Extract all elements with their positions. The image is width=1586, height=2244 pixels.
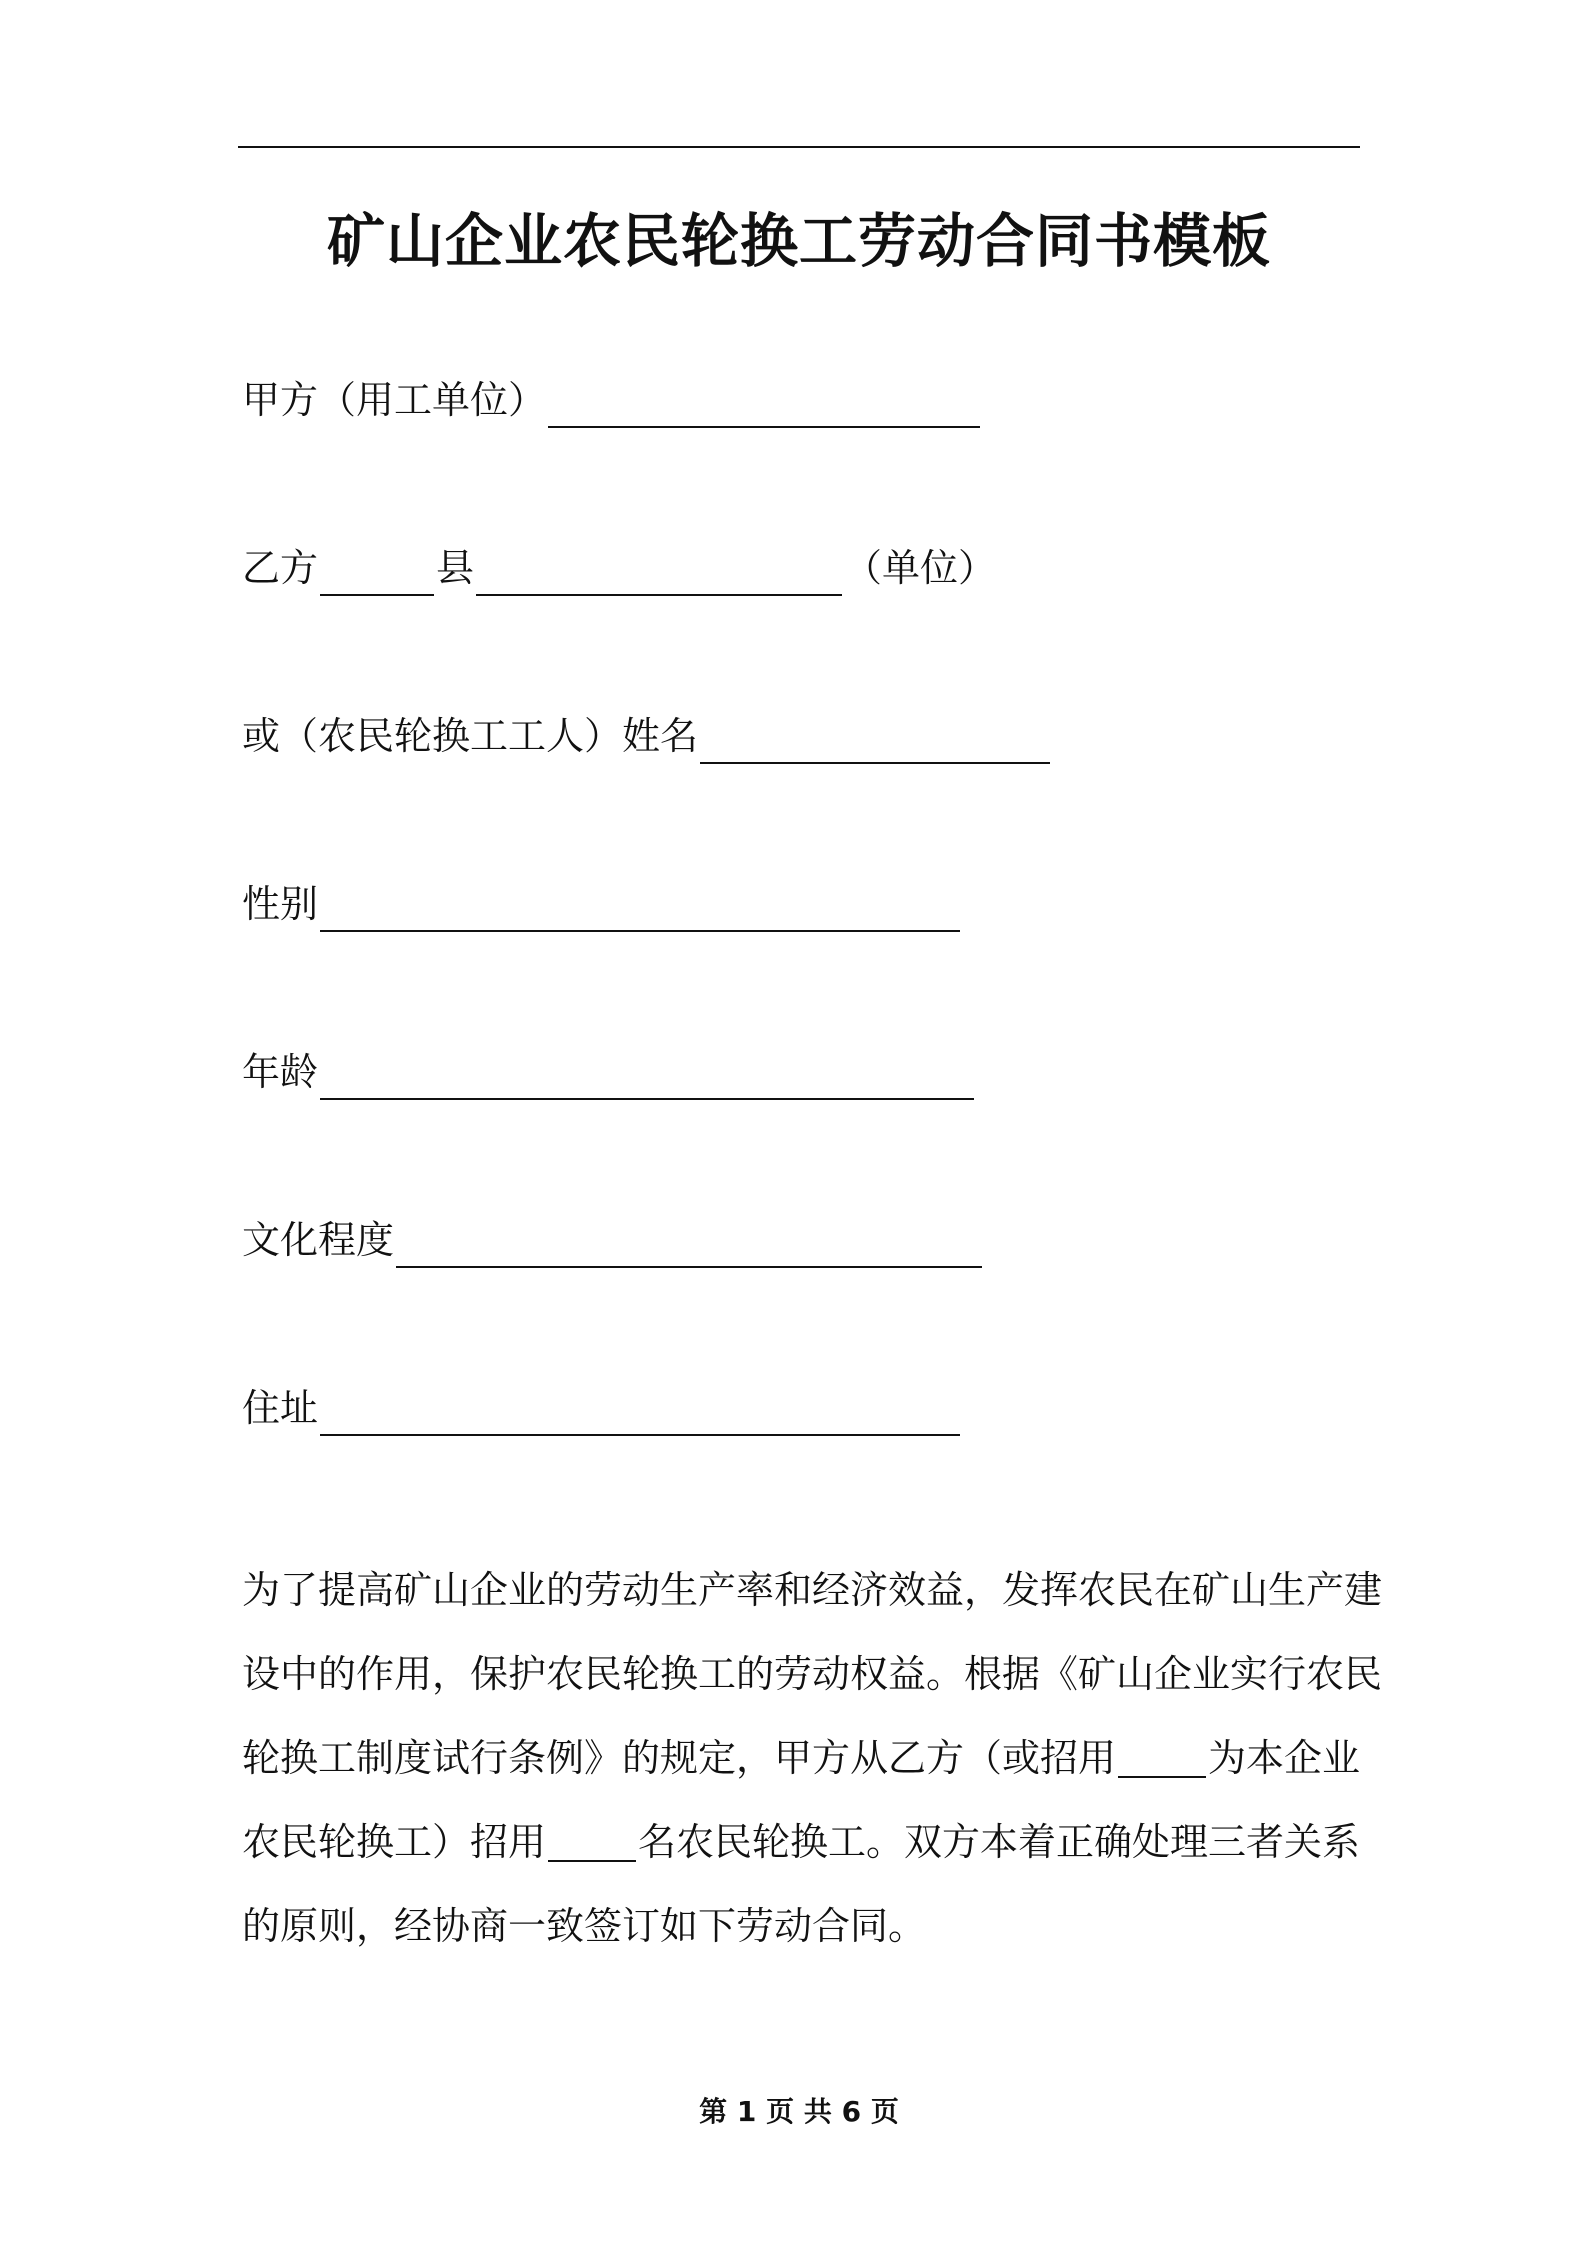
paragraph-text: 名农民轮换工。双方本着正确处理三者关系 xyxy=(637,1820,1360,1864)
paragraph-line xyxy=(242,1800,1360,1884)
paragraph-text: 农民轮换工）招用 xyxy=(242,1820,547,1864)
party-a-blank[interactable] xyxy=(548,384,980,428)
education-blank[interactable] xyxy=(396,1224,982,1268)
document-title: 矿山企业农民轮换工劳动合同书模板 xyxy=(326,207,1271,275)
preamble-paragraph xyxy=(242,1548,1383,1968)
paragraph-text: 为本企业 xyxy=(1207,1736,1360,1780)
education-label: 文化程度 xyxy=(242,1218,395,1262)
age-blank[interactable] xyxy=(320,1056,974,1100)
paragraph-text: 设中的作用，保护农民轮换工的劳动权益。根据《矿山企业实行农民 xyxy=(242,1652,1383,1696)
paragraph-text: 轮换工制度试行条例》的规定，甲方从乙方（或招用 xyxy=(242,1736,1117,1780)
age-label: 年龄 xyxy=(242,1050,319,1094)
party-b-label: 乙方 xyxy=(242,546,319,590)
address-field xyxy=(242,1380,962,1436)
party-a-label: 甲方（用工单位） xyxy=(242,378,547,422)
address-label: 住址 xyxy=(242,1386,319,1430)
address-blank[interactable] xyxy=(320,1392,960,1436)
party-b-field xyxy=(242,540,996,596)
paragraph-line xyxy=(242,1884,1360,1968)
paragraph-text: 的原则，经协商一致签订如下劳动合同。 xyxy=(242,1904,927,1948)
recruit-count-blank[interactable] xyxy=(548,1820,636,1862)
party-b-county-blank[interactable] xyxy=(320,552,434,596)
party-b-county-label: 县 xyxy=(436,546,475,590)
education-field xyxy=(242,1212,984,1268)
recruit-source-blank[interactable] xyxy=(1118,1736,1206,1778)
page-number: 第 1 页 共 6 页 xyxy=(699,2095,899,2128)
paragraph-line xyxy=(242,1716,1360,1800)
party-a-field xyxy=(242,372,982,428)
gender-field xyxy=(242,876,962,932)
party-b-unit-label: （单位） xyxy=(844,546,997,590)
paragraph-text: 为了提高矿山企业的劳动生产率和经济效益，发挥农民在矿山生产建 xyxy=(242,1568,1383,1612)
gender-label: 性别 xyxy=(242,882,319,926)
worker-name-blank[interactable] xyxy=(700,720,1050,764)
worker-name-label: 或（农民轮换工工人）姓名 xyxy=(242,714,699,758)
paragraph-line xyxy=(242,1548,1383,1632)
gender-blank[interactable] xyxy=(320,888,960,932)
paragraph-line xyxy=(242,1632,1383,1716)
header-rule xyxy=(238,146,1360,148)
age-field xyxy=(242,1044,976,1100)
party-b-unit-blank[interactable] xyxy=(476,552,842,596)
worker-name-field xyxy=(242,708,1052,764)
